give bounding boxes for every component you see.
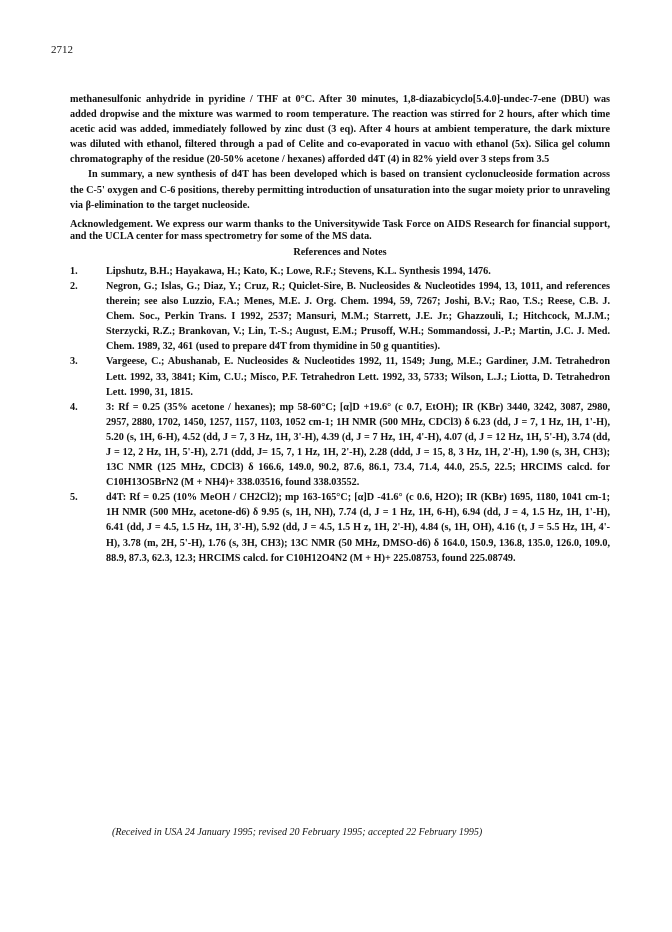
reference-number: 3. [70, 356, 78, 368]
reference-text: d4T: Rf = 0.25 (10% MeOH / CH2Cl2); mp 163-165°C; [α]D -41.6° (c 0.6, H2O); IR (KBr) 1695, 1180, 1041 cm-1; 1H NMR (500 MHz, acetone-d6) δ 9.95 (s, 1H, NH), 7.74 (d, J = 1 Hz, 1H, 6-H), 6.94 (dd, J = 4, 1.5 Hz, 1H, 1'-H), 6.41 (dd, J = 4.5, 1.5 Hz, 1H, 3'-H), 5.92 (dd, J = 4.5, 1.5 H z, 1H, 2'-H), 4.84 (s, 1H, OH), 4.16 (t, J = 5.5 Hz, 1H, 4'-H), 3.78 (m, 2H, 5'-H), 1.76 (s, 3H, CH3); 13C NMR (50 MHz, DMSO-d6) δ 164.0, 150.9, 136.8, 135.0, 126.0, 109.0, 88.9, 87.3, 62.3, 12.3; HRCIMS calcd. for C10H12O4N2 (M + H)+ 225.08753, found 225.08749. [106, 492, 610, 564]
reference-number: 5. [70, 492, 78, 504]
reference-text: 3: Rf = 0.25 (35% acetone / hexanes); mp 58-60°C; [α]D +19.6° (c 0.7, EtOH); IR (KBr) 3440, 3242, 3087, 2980, 2957, 2880, 1702, 1450, 1257, 1157, 1103, 1052 cm-1; 1H NMR (500 MHz, CDCl3) δ 6.23 (dd, J = 7, 1 Hz, 1H, 1'-H), 5.20 (s, 1H, 6-H), 4.52 (dd, J = 7, 3 Hz, 1H, 3'-H), 4.39 (d, J = 7 Hz, 1H, 4'-H), 4.07 (d, J = 12 Hz, 1H, 5'-H), 3.74 (dd, J = 12, 2 Hz, 1H, 5'-H), 2.71 (ddd, J= 15, 7, 1 Hz, 1H, 2'-H), 2.28 (ddd, J = 15, 8, 3 Hz, 1H, 2'-H), 1.90 (s, 3H, CH3); 13C NMR (125 MHz, CDCl3) δ 166.6, 149.0, 90.2, 87.6, 86.1, 73.4, 71.4, 44.0, 25.5, 22.5; HRCIMS calcd. for C10H13O5BrN2 (M + NH4)+ 338.03516, found 338.03552. [106, 401, 610, 489]
experimental-paragraph: methanesulfonic anhydride in pyridine / THF at 0°C. After 30 minutes, 1,8-diazabicyclo[5.4.0]-undec-7-ene (DBU) was added dropwise and the mixture was warmed to room temperature. The reaction was stirred for 2 hours, after which time acetic acid was added, immediately followed by zinc dust (3 eq). After 4 hours at ambient temperature, the dark mixture was diluted with ethanol, filtered through a pad of Celite and co-evaporated in vacuo with ethanol (5x). Silica gel column chromatography of the residue (20-50% acetone / hexanes) afforded d4T (4) in 82% yield over 3 steps from 3.5 [70, 94, 610, 166]
reference-item [70, 279, 610, 354]
page-number: 2712 [51, 44, 73, 56]
references-list [70, 264, 610, 566]
received-dates: (Received in USA 24 January 1995; revised 20 February 1995; accepted 22 February 1995) [112, 827, 483, 838]
reference-item [70, 490, 610, 565]
acknowledgement-title: Acknowledgement. [70, 218, 153, 230]
reference-item [70, 354, 610, 399]
reference-number: 2. [70, 280, 78, 292]
reference-text: Negron, G.; Islas, G.; Diaz, Y.; Cruz, R.; Quiclet-Sire, B. Nucleosides & Nucleotides 1994, 13, 1011, and references therein; see also Luzzio, F.A.; Menes, M.E. J. Org. Chem. 1994, 59, 7267; Joshi, B.V.; Rao, T.S.; Reese, C.B. J. Chem. Soc., Perkin Trans. I 1992, 2537; Mansuri, M.M.; Starrett, J.E. Jr.; Ghazzouli, I.; Hitchcock, M.J.M.; Sterzycki, R.Z.; Brankovan, V.; Lin, T.-S.; August, E.M.; Prusoff, W.H.; Sommandossi, J.-P.; Martin, J.C. J. Med. Chem. 1989, 32, 461 (used to prepare d4T from thymidine in 50 g quantities). [106, 280, 610, 353]
summary-paragraph: In summary, a new synthesis of d4T has been developed which is based on transient cyclonucleoside formation across the C-5' oxygen and C-6 positions, thereby permitting introduction of unsaturation into the sugar moiety prior to unraveling via β-elimination to the target nucleoside. [70, 169, 610, 211]
article-body [70, 92, 610, 566]
acknowledgement-text: We express our warm thanks to the Universitywide Task Force on AIDS Research for financial support, and the UCLA center for mass spectrometry for some of the MS data. [70, 218, 610, 242]
reference-item [70, 264, 610, 279]
reference-text: Lipshutz, B.H.; Hayakawa, H.; Kato, K.; Lowe, R.F.; Stevens, K.L. Synthesis 1994, 1476. [106, 265, 491, 277]
acknowledgement [70, 219, 610, 243]
reference-number: 1. [70, 265, 78, 277]
reference-item [70, 400, 610, 491]
reference-number: 4. [70, 401, 78, 413]
references-heading: References and Notes [293, 246, 387, 258]
reference-text: Vargeese, C.; Abushanab, E. Nucleosides & Nucleotides 1992, 11, 1549; Jung, M.E.; Gardiner, J.M. Tetrahedron Lett. 1992, 33, 3841; Kim, C.U.; Misco, P.F. Tetrahedron Lett. 1992, 33, 5733; Wilson, L.J.; Liotta, D. Tetrahedron Lett. 1990, 31, 1815. [106, 356, 610, 398]
